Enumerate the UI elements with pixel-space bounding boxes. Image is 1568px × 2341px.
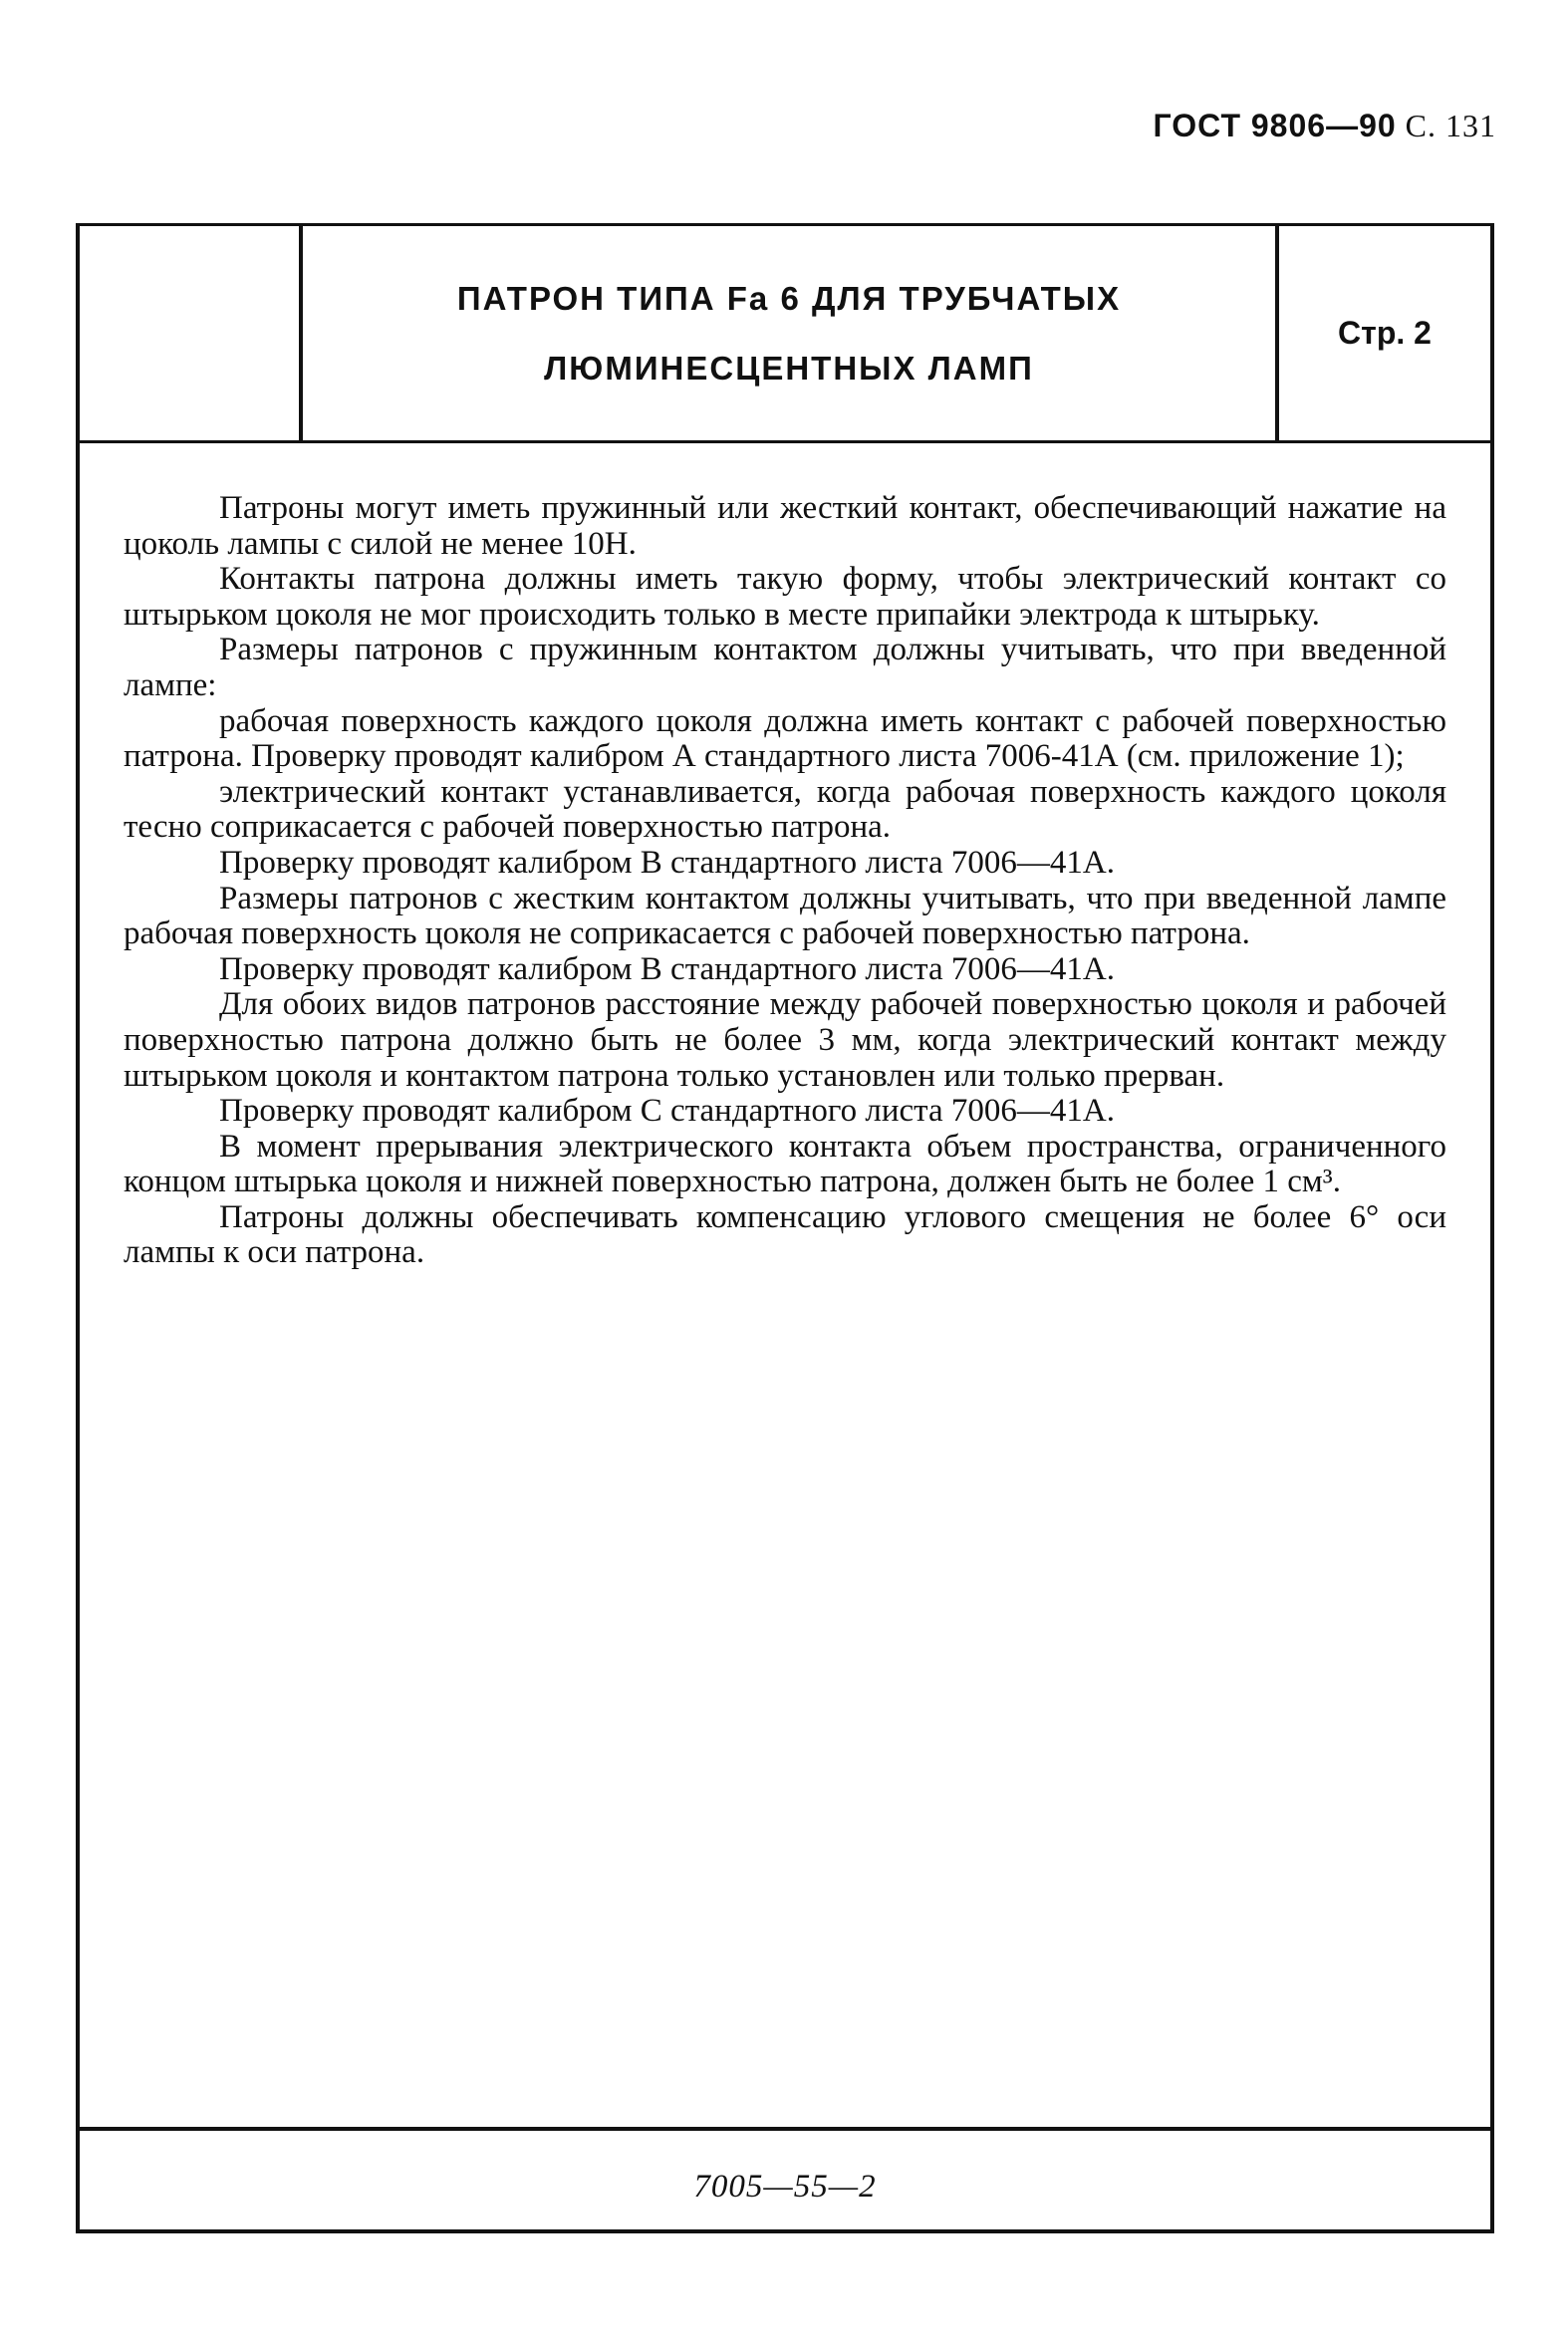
title-line-1: ПАТРОН ТИПА Fa 6 ДЛЯ ТРУБЧАТЫХ <box>456 279 1122 317</box>
title-block <box>80 226 1490 443</box>
paragraph: Проверку проводят калибром В стандартного листа 7006—41А. <box>219 950 1115 987</box>
paragraph: Размеры патронов с жестким контактом должны учитывать, что при введенной лампе рабочая поверхность цоколя не соприкасается с рабочей поверхностью патрона. <box>124 880 1446 952</box>
paragraph: Размеры патронов с пружинным контактом должны учитывать, что при введенной лампе: <box>124 632 1446 703</box>
paragraph: В момент прерывания электрического контакта объем пространства, ограниченного концом штырька цоколя и нижней поверхностью патрона, должен быть не более 1 см³. <box>124 1128 1446 1200</box>
footer-sheet-code: 7005—55—2 <box>693 2169 877 2205</box>
body-text <box>124 491 1446 1271</box>
paragraph: Контакты патрона должны иметь такую форму, чтобы электрический контакт со штырьком цоколя не мог происходить только в месте припайки электрода к штырьку. <box>124 561 1446 633</box>
footer-divider <box>80 2127 1490 2131</box>
running-header <box>1154 108 1496 144</box>
sheet-page-label: Стр. 2 <box>1338 315 1432 351</box>
paragraph: рабочая поверхность каждого цоколя должна иметь контакт с рабочей поверхностью патрона. Проверку проводят калибром А стандартного листа 7006-41А (см. приложение 1); <box>124 702 1446 775</box>
title-block-left-cell <box>80 226 303 440</box>
paragraph: электрический контакт устанавливается, когда рабочая поверхность каждого цоколя тесно соприкасается с рабочей поверхностью патрона. <box>124 773 1446 846</box>
paragraph: Проверку проводят калибром В стандартного листа 7006—41А. <box>219 844 1115 881</box>
paragraph: Патроны могут иметь пружинный или жесткий контакт, обеспечивающий нажатие на цоколь лампы с силой не менее 10Н. <box>124 490 1446 562</box>
paragraph: Для обоих видов патронов расстояние между рабочей поверхностью цоколя и рабочей поверхностью патрона должно быть не более 3 мм, когда электрический контакт между штырьком цоколя и контактом патрона только установлен или только прерван. <box>124 986 1446 1094</box>
paragraph: Проверку проводят калибром С стандартного листа 7006—41А. <box>219 1093 1115 1130</box>
page-number: С. 131 <box>1405 108 1496 143</box>
title-block-title-cell <box>303 226 1279 440</box>
sheet-frame <box>76 223 1494 2233</box>
title-line-2: ЛЮМИНЕСЦЕНТНЫХ ЛАМП <box>544 349 1034 387</box>
standard-number: ГОСТ 9806—90 <box>1153 108 1397 143</box>
paragraph: Патроны должны обеспечивать компенсацию углового смещения не более 6° оси лампы к оси патрона. <box>124 1198 1446 1271</box>
